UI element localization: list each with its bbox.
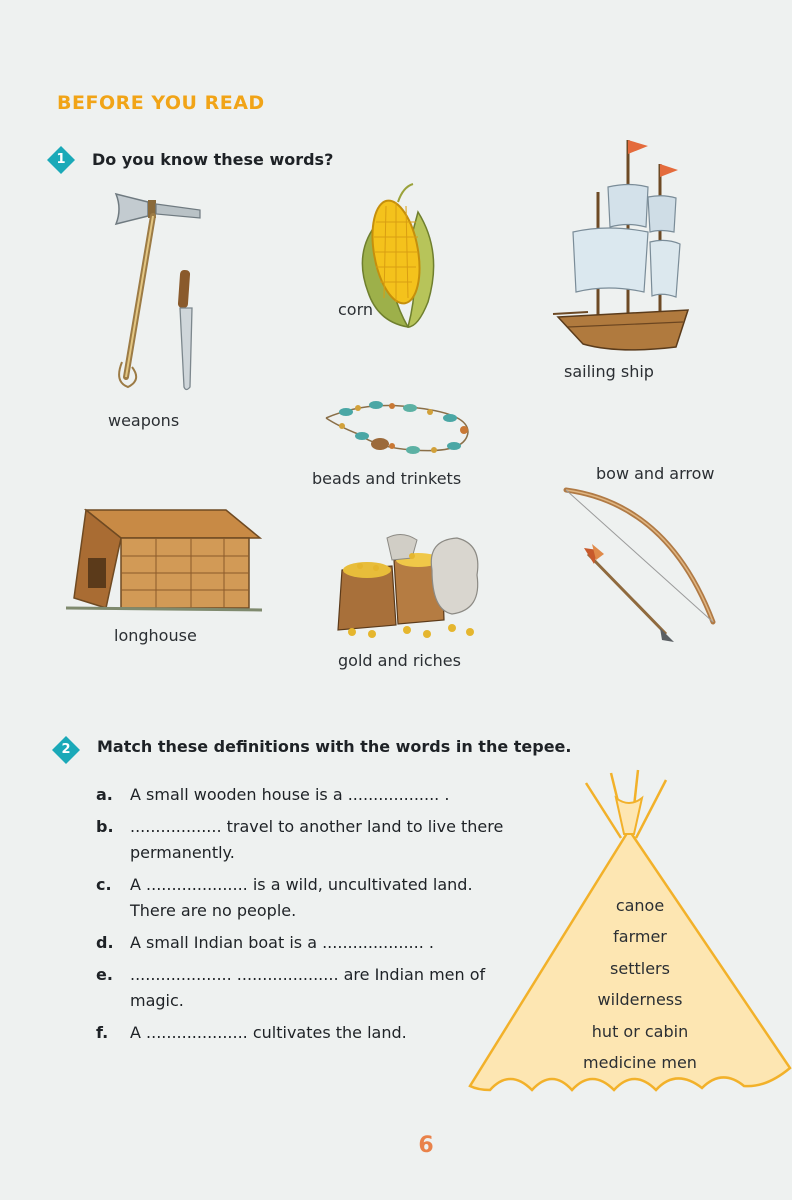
picture-label: longhouse <box>114 626 197 645</box>
tepee-word: canoe <box>615 896 665 915</box>
definition-text: A .................... cultivates the land. <box>130 1023 407 1042</box>
tepee-word: hut or cabin <box>591 1021 689 1041</box>
exercise-1-number: 1 <box>56 152 66 167</box>
picture-label: gold and riches <box>338 651 461 670</box>
exercise-1-title: Do you know these words? <box>92 150 334 169</box>
picture-label: beads and trinkets <box>312 469 462 488</box>
weapons-icon <box>108 182 208 397</box>
tepee-word: medicine men <box>583 1053 697 1073</box>
exercise-2-title: Match these definitions with the words in the tepee. <box>97 737 572 756</box>
picture-label: sailing ship <box>564 362 654 381</box>
definition-item <box>96 930 526 956</box>
longhouse-icon <box>66 508 262 618</box>
exercise-1-badge <box>46 145 76 175</box>
definition-letter: b. <box>96 817 114 836</box>
definition-item <box>96 1020 526 1046</box>
definition-item <box>96 872 506 924</box>
exercise-2-number: 2 <box>61 742 71 757</box>
gold-icon <box>332 530 487 640</box>
picture-label: bow and arrow <box>596 464 715 483</box>
definition-text: A small Indian boat is a .................... . <box>130 933 434 952</box>
tepee-word: farmer <box>613 927 667 947</box>
definition-item <box>96 782 526 808</box>
picture-label: weapons <box>108 411 180 430</box>
definition-letter: c. <box>96 875 112 894</box>
definition-text: .................. travel to another land to live there permanently. <box>130 817 504 862</box>
exercise-2-badge <box>51 735 81 765</box>
definition-text: A small wooden house is a .................. . <box>130 785 450 804</box>
bow-and-arrow-icon <box>558 484 723 644</box>
definition-letter: f. <box>96 1023 109 1042</box>
tepee-word: settlers <box>610 958 670 978</box>
page-number: 6 <box>418 1133 434 1158</box>
tepee-word: wilderness <box>597 990 683 1010</box>
sailing-ship-icon <box>548 132 703 357</box>
beads-icon <box>318 398 476 460</box>
definition-item <box>96 962 496 1014</box>
definition-text: A .................... is a wild, uncultivated land. There are no people. <box>130 875 473 920</box>
definition-letter: e. <box>96 965 113 984</box>
definition-letter: a. <box>96 785 113 804</box>
section-heading: BEFORE YOU READ <box>57 92 265 114</box>
definition-text: .................... .................... are Indian men of magic. <box>130 965 486 1010</box>
picture-label: corn <box>338 300 374 319</box>
tepee-word-list <box>540 890 740 1078</box>
definition-letter: d. <box>96 933 114 952</box>
